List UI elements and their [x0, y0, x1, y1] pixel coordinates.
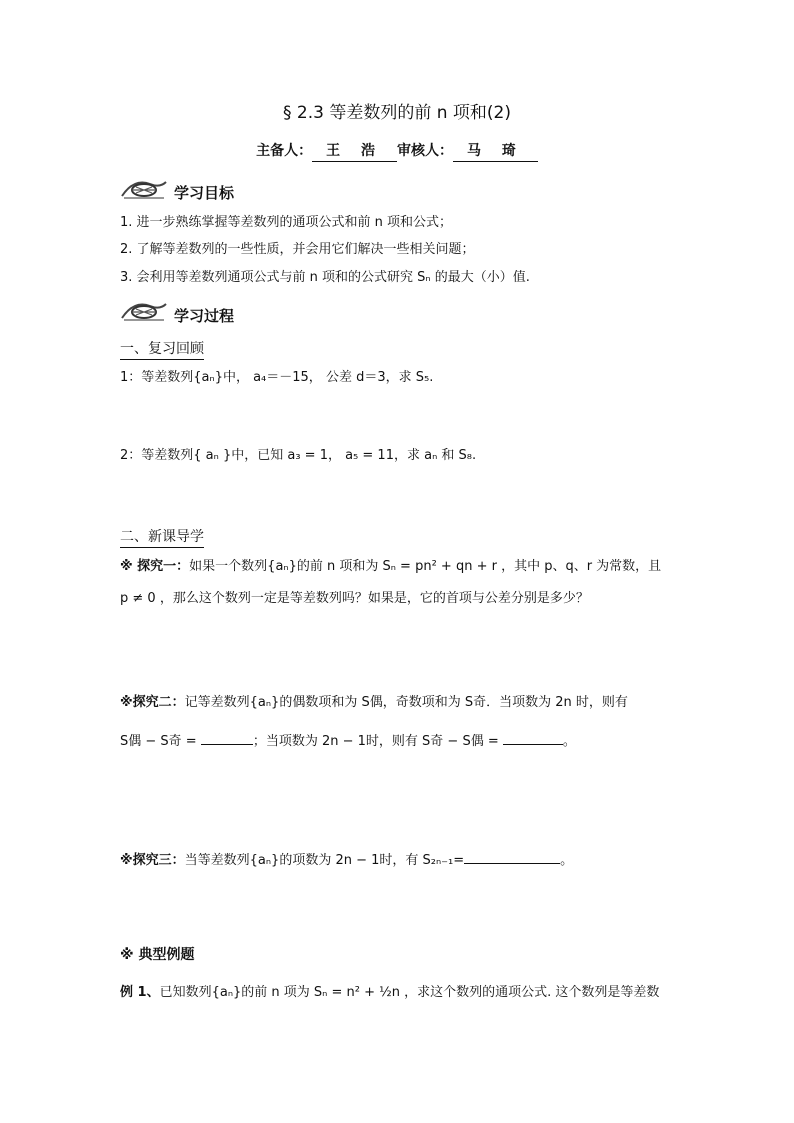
- example-1-text: 已知数列{aₙ}的前 n 项为 Sₙ = n² + ½n ，求这个数列的通项公式. 这个数列是等差数: [159, 985, 660, 1000]
- section-heading-goals: 学习目标: [174, 184, 235, 202]
- review-heading: 一、复习回顾: [120, 338, 204, 360]
- explore-1-line-1: [120, 558, 661, 576]
- explore-2-text: 记等差数列{aₙ}的偶数项和为 S偶，奇数项和为 S奇．当项数为 2n 时，则有: [184, 695, 628, 710]
- examples-heading: ※ 典型例题: [120, 947, 195, 963]
- authors-line: [0, 140, 794, 162]
- explore-3-line: [120, 850, 573, 870]
- explore-2-label: ※探究二：: [120, 695, 185, 710]
- example-1-label: 例 1、: [120, 985, 160, 1000]
- explore-2-end: 。: [562, 734, 576, 749]
- explore-3-label: ※探究三：: [120, 853, 185, 868]
- explore-2-formula-a: S偶 − S奇 =: [120, 734, 197, 749]
- explore-3-blank[interactable]: [464, 850, 560, 864]
- explore-3-end: 。: [560, 853, 574, 868]
- prep-label: 主备人：: [256, 143, 313, 159]
- review-label: 审核人：: [397, 143, 453, 159]
- goal-item-3: 3. 会利用等差数列通项公式与前 n 项和的公式研究 Sₙ 的最大（小）值.: [120, 270, 530, 285]
- explore-3-text: 当等差数列{aₙ}的项数为 2n − 1时，有 S₂ₙ₋₁=: [184, 853, 465, 868]
- explore-1-text: 如果一个数列{aₙ}的前 n 项和为 Sₙ = pn² + qn + r ，其中 p、q、r 为常数，且: [189, 559, 662, 574]
- goal-item-1: 1. 进一步熟练掌握等差数列的通项公式和前 n 项和公式；: [120, 215, 453, 230]
- explore-2-blank-1[interactable]: [201, 731, 253, 745]
- study-process-icon: [120, 298, 168, 322]
- new-lesson-heading: 二、新课导学: [120, 526, 204, 548]
- explore-1-line-2: p ≠ 0 ，那么这个数列一定是等差数列吗？如果是，它的首项与公差分别是多少？: [120, 591, 589, 606]
- page-title: § 2.3 等差数列的前 n 项和(2): [282, 103, 511, 123]
- study-goal-icon: [120, 176, 168, 200]
- review-name: 马 琦: [453, 140, 538, 162]
- example-1-line: [120, 984, 659, 1002]
- section-heading-process: 学习过程: [174, 307, 235, 325]
- review-question-1: 1：等差数列{aₙ}中， a₄＝－15， 公差 d＝3，求 S₅.: [120, 370, 434, 385]
- review-question-2: 2：等差数列{ aₙ }中，已知 a₃ = 1， a₅ = 11，求 aₙ 和 S₈.: [120, 448, 477, 463]
- explore-2-formula-b: ；当项数为 2n − 1时，则有 S奇 − S偶 =: [252, 734, 499, 749]
- explore-2-line-1: [120, 694, 628, 712]
- explore-2-blank-2[interactable]: [503, 731, 563, 745]
- prep-name: 王 浩: [312, 140, 397, 162]
- goal-item-2: 2. 了解等差数列的一些性质，并会用它们解决一些相关问题；: [120, 242, 475, 257]
- explore-1-label: ※ 探究一：: [120, 559, 190, 574]
- explore-2-line-2: [120, 731, 576, 751]
